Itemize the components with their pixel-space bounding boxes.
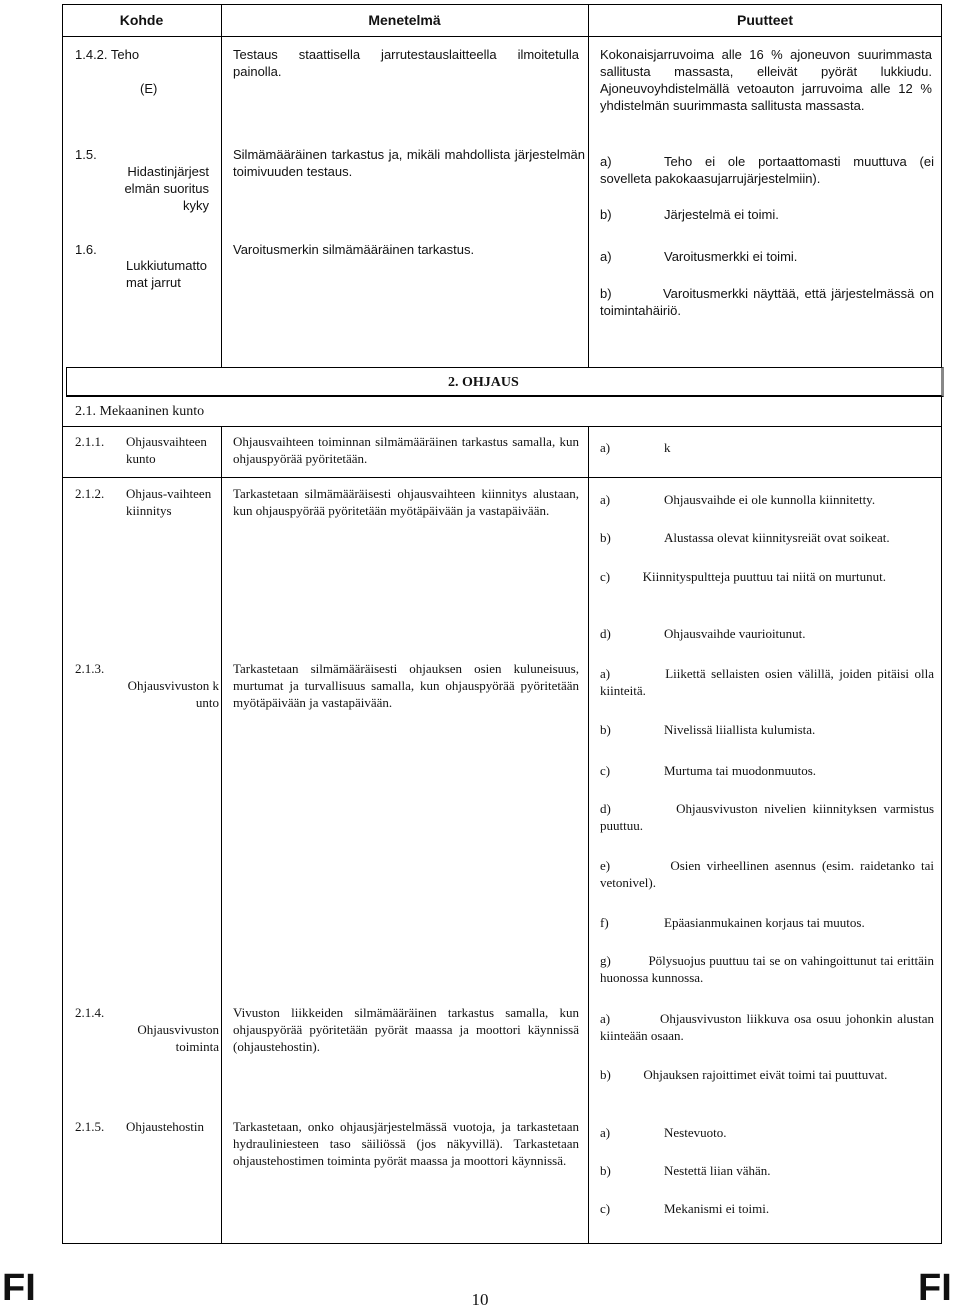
row-215-item xyxy=(600,1124,934,1141)
row-213-b-text: Nivelissä liiallista kulumista. xyxy=(664,722,816,737)
row-divider-211 xyxy=(62,477,942,478)
row-212-d-label: d) xyxy=(600,626,611,641)
row-212-item xyxy=(600,491,934,508)
footer-language-right: FI xyxy=(918,1267,952,1309)
row-213-item xyxy=(600,914,934,931)
row-214-item xyxy=(600,1010,934,1044)
row-213-c-text: Murtuma tai muodonmuutos. xyxy=(664,763,817,778)
row-15-name: Hidastinjärjestelmän suorituskyky xyxy=(124,164,209,213)
row-212-b-text: Alustassa olevat kiinnitysreiät ovat soikeat. xyxy=(664,530,890,545)
row-213-g-text: Pölysuojus puuttuu tai se on vahingoittunut tai erittäin huonossa kunnossa. xyxy=(600,953,935,985)
column-divider-2-lower xyxy=(588,426,589,1244)
row-211-menetelma: Ohjausvaihteen toiminnan silmämääräinen tarkastus samalla, kun ohjauspyörää pyöritetään. xyxy=(233,434,579,466)
row-215-b-label: b) xyxy=(600,1163,611,1178)
row-15-b-label: b) xyxy=(600,207,612,222)
row-212-b-label: b) xyxy=(600,530,611,545)
row-215-a-text: Nestevuoto. xyxy=(664,1125,727,1140)
row-213-f-label: f) xyxy=(600,915,609,930)
row-215-c-label: c) xyxy=(600,1201,611,1216)
footer-language-left: FI xyxy=(2,1267,36,1309)
row-213-c-label: c) xyxy=(600,763,611,778)
row-211-name: Ohjausvaihteen kunto xyxy=(126,434,207,466)
row-16-b-text: Varoitusmerkki näyttää, että järjestelmässä on toimintahäiriö. xyxy=(600,286,934,318)
row-16-puute-b xyxy=(600,285,934,319)
row-213-item xyxy=(600,800,934,834)
row-214-a-text: Ohjausvivuston liikkuva osa osuu johonkin alustan kiinteään osaan. xyxy=(600,1011,935,1043)
row-214-name: Ohjausvivuston toiminta xyxy=(137,1022,219,1054)
row-212-d-text: Ohjausvaihde vaurioitunut. xyxy=(664,626,806,641)
row-213-name: Ohjausvivuston kunto xyxy=(127,678,219,710)
header-menetelma: Menetelmä xyxy=(368,12,441,28)
row-213-b-label: b) xyxy=(600,722,611,737)
row-212-a-label: a) xyxy=(600,492,611,507)
row-215-a-label: a) xyxy=(600,1125,611,1140)
row-211-a-text: k xyxy=(664,440,671,455)
row-211-num: 2.1.1. xyxy=(75,434,105,449)
row-15-puute-b xyxy=(600,206,934,223)
row-215-kohde xyxy=(75,1118,220,1135)
row-16-a-text: Varoitusmerkki ei toimi. xyxy=(664,249,798,264)
row-212-item xyxy=(600,625,934,642)
header-divider xyxy=(62,36,942,37)
row-211-puute-a xyxy=(600,439,934,456)
row-214-b-label: b) xyxy=(600,1067,611,1082)
row-213-item xyxy=(600,857,934,891)
row-213-f-text: Epäasianmukainen korjaus tai muutos. xyxy=(664,915,865,930)
row-212-c-label: c) xyxy=(600,569,611,584)
header-kohde: Kohde xyxy=(119,12,164,28)
header-puutteet: Puutteet xyxy=(737,12,793,28)
row-142-menetelma: Testaus staattisella jarrutestauslaitteella ilmoitetulla painolla. xyxy=(233,47,579,79)
row-213-d-label: d) xyxy=(600,801,611,816)
row-15-menetelma: Silmämääräinen tarkastus ja, mikäli mahdollista järjestelmän toimivuuden testaus. xyxy=(233,147,585,179)
row-213-e-label: e) xyxy=(600,858,611,873)
row-16-a-label: a) xyxy=(600,249,612,264)
row-212-item xyxy=(600,568,934,585)
row-212-c-text: Kiinnityspultteja puuttuu tai niitä on murtunut. xyxy=(642,569,886,584)
row-213-num: 2.1.3. xyxy=(75,661,105,676)
row-211-kohde xyxy=(75,433,215,467)
row-16-puute-a xyxy=(600,248,934,265)
row-215-name: Ohjaustehostin xyxy=(126,1119,204,1134)
row-213-item xyxy=(600,762,934,779)
row-213-a-label: a) xyxy=(600,666,611,681)
row-215-item xyxy=(600,1162,934,1179)
row-16-b-label: b) xyxy=(600,286,612,301)
row-213-item xyxy=(600,721,934,738)
row-142-puutteet: Kokonaisjarruvoima alle 16 % ajoneuvon suurimmasta sallitusta massasta, elleivät pyörät lukkiudu. Ajoneuvoyhdistelmällä vetoauton jarruvoima alle 12 % yhdistelmän suurimmasta sallitusta massasta. xyxy=(600,47,932,113)
column-divider-1-upper xyxy=(221,4,222,367)
row-215-c-text: Mekanismi ei toimi. xyxy=(664,1201,770,1216)
row-15-a-label: a) xyxy=(600,154,612,169)
row-212-a-text: Ohjausvaihde ei ole kunnolla kiinnitetty. xyxy=(664,492,876,507)
row-213-d-text: Ohjausvivuston nivelien kiinnityksen varmistus puuttuu. xyxy=(600,801,935,833)
row-211-a-label: a) xyxy=(600,440,611,455)
row-215-menetelma: Tarkastetaan, onko ohjausjärjestelmässä vuotoja, ja tarkastetaan hydrauliniesteen taso säiliössä (jos näkyvillä). Tarkastetaan ohjaustehostimen toiminta pyörät maassa ja moottori käynnissä. xyxy=(233,1119,579,1168)
row-213-menetelma: Tarkastetaan silmämääräisesti ohjauksen osien kuluneisuus, murtumat ja turvallisuus samalla, kun ohjauspyörää pyöritetään myötäpäivään ja vastapäivään. xyxy=(233,661,579,710)
row-16-menetelma: Varoitusmerkin silmämääräinen tarkastus. xyxy=(233,242,475,257)
row-213-g-label: g) xyxy=(600,953,611,968)
row-215-b-text: Nestettä liian vähän. xyxy=(664,1163,771,1178)
row-212-kohde xyxy=(75,485,215,519)
column-divider-2-upper xyxy=(588,4,589,367)
row-213-item xyxy=(600,952,934,986)
row-212-item xyxy=(600,529,934,546)
column-divider-1-lower xyxy=(221,426,222,1244)
row-214-menetelma: Vivuston liikkeiden silmämääräinen tarkastus samalla, kun ohjauspyörää pyöritetään pyörät maassa ja moottori käynnissä (ohjaustehostin). xyxy=(233,1005,579,1054)
page-number: 10 xyxy=(471,1290,489,1309)
row-16-name: Lukkiutumattomat jarrut xyxy=(126,258,207,290)
section-subtitle: 2.1. Mekaaninen kunto xyxy=(75,404,205,419)
row-214-item xyxy=(600,1066,934,1083)
section-title: 2. OHJAUS xyxy=(448,375,519,390)
row-212-name: Ohjaus-vaihteen kiinnitys xyxy=(126,486,212,518)
row-212-num: 2.1.2. xyxy=(75,486,105,501)
row-142-kohde-sub: (E) xyxy=(140,81,158,96)
row-215-num: 2.1.5. xyxy=(75,1119,105,1134)
row-212-menetelma: Tarkastetaan silmämääräisesti ohjausvaihteen kiinnitys alustaan, kun ohjauspyörää pyöritetään myötäpäivään ja vastapäivään. xyxy=(233,486,579,518)
section-divider xyxy=(62,426,942,427)
row-214-b-text: Ohjauksen rajoittimet eivät toimi tai puuttuvat. xyxy=(643,1067,888,1082)
row-15-b-text: Järjestelmä ei toimi. xyxy=(664,207,779,222)
row-16-num: 1.6. xyxy=(75,242,97,257)
row-213-a-text: Liikettä sellaisten osien välillä, joiden pitäisi olla kiinteitä. xyxy=(600,666,935,698)
row-15-a-text: Teho ei ole portaattomasti muuttuva (ei sovelleta pakokaasujarrujärjestelmiin). xyxy=(600,154,934,186)
row-15-num: 1.5. xyxy=(75,147,97,162)
row-142-kohde: 1.4.2. Teho xyxy=(75,47,140,62)
row-214-num: 2.1.4. xyxy=(75,1005,105,1020)
row-215-item xyxy=(600,1200,934,1217)
row-214-a-label: a) xyxy=(600,1011,611,1026)
row-213-e-text: Osien virheellinen asennus (esim. raidetanko tai vetonivel). xyxy=(600,858,934,890)
row-213-item xyxy=(600,665,934,699)
